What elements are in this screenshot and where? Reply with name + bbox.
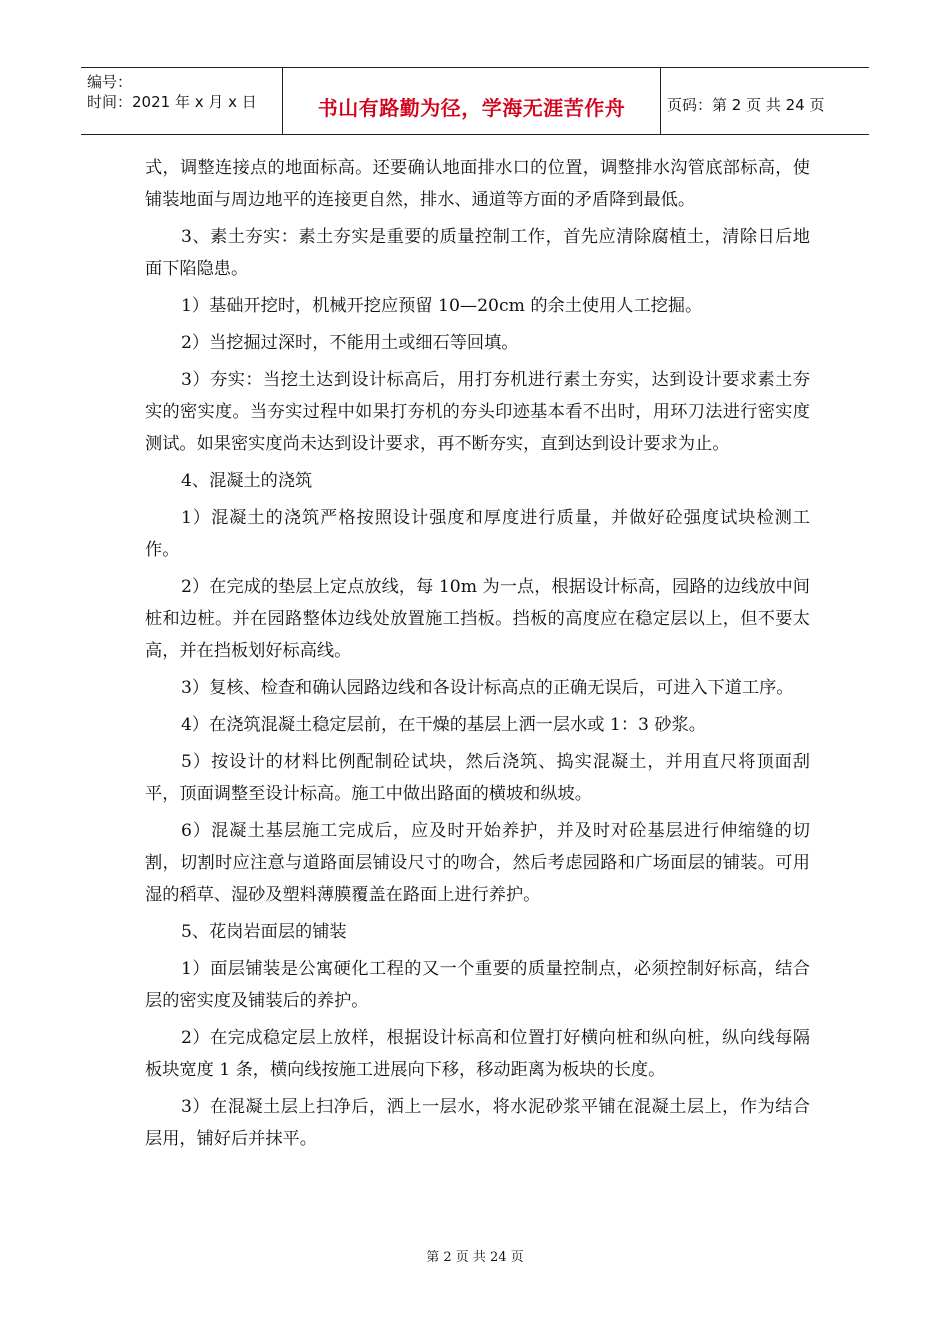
body-paragraph: 1）混凝土的浇筑严格按照设计强度和厚度进行质量，并做好砼强度试块检测工作。 bbox=[145, 508, 810, 560]
body-paragraph: 1）基础开挖时，机械开挖应预留 10—20cm 的余土使用人工挖掘。 bbox=[181, 296, 703, 316]
body-paragraph: 式，调整连接点的地面标高。还要确认地面排水口的位置，调整排水沟管底部标高，使铺装地面与周边地平的连接更自然，排水、通道等方面的矛盾降到最低。 bbox=[145, 158, 810, 210]
page-footer-number: 第 2 页 共 24 页 bbox=[426, 1250, 524, 1265]
body-paragraph: 5、花岗岩面层的铺装 bbox=[181, 922, 347, 942]
body-paragraph: 3）夯实：当挖土达到设计标高后，用打夯机进行素土夯实，达到设计要求素土夯实的密实度。当夯实过程中如果打夯机的夯头印迹基本看不出时，用环刀法进行密实度测试。如果密实度尚未达到设计要求，再不断夯实，直到达到设计要求为止。 bbox=[145, 370, 810, 454]
header-info-cell bbox=[81, 68, 283, 134]
body-paragraph: 3、素土夯实：素土夯实是重要的质量控制工作，首先应清除腐植土，清除日后地面下陷隐患。 bbox=[145, 227, 810, 279]
body-paragraph: 2）当挖掘过深时，不能用土或细石等回填。 bbox=[181, 333, 519, 353]
body-paragraph: 2）在完成的垫层上定点放线，每 10m 为一点，根据设计标高，园路的边线放中间桩和边桩。并在园路整体边线处放置施工挡板。挡板的高度应在稳定层以上，但不要太高，并在挡板划好标高线。 bbox=[145, 577, 810, 661]
document-body bbox=[145, 152, 810, 1160]
body-paragraph: 1）面层铺装是公寓硬化工程的又一个重要的质量控制点，必须控制好标高，结合层的密实度及铺装后的养护。 bbox=[145, 959, 810, 1011]
header-motto: 书山有路勤为径，学海无涯苦作舟 bbox=[317, 95, 626, 120]
body-paragraph: 4）在浇筑混凝土稳定层前，在干燥的基层上洒一层水或 1：3 砂浆。 bbox=[181, 715, 706, 735]
body-paragraph: 2）在完成稳定层上放样，根据设计标高和位置打好横向桩和纵向桩，纵向线每隔板块宽度 1 条，横向线按施工进展向下移，移动距离为板块的长度。 bbox=[145, 1028, 810, 1080]
header-motto-cell bbox=[283, 68, 661, 134]
header-page-info: 页码：第 2 页 共 24 页 bbox=[667, 95, 825, 114]
body-paragraph: 5）按设计的材料比例配制砼试块，然后浇筑、捣实混凝土，并用直尺将顶面刮平，顶面调整至设计标高。施工中做出路面的横坡和纵坡。 bbox=[145, 752, 810, 804]
document-number-label: 编号： bbox=[87, 73, 133, 91]
body-paragraph: 6）混凝土基层施工完成后，应及时开始养护，并及时对砼基层进行伸缩缝的切割，切割时应注意与道路面层铺设尺寸的吻合，然后考虑园路和广场面层的铺装。可用湿的稻草、湿砂及塑料薄膜覆盖在路面上进行养护。 bbox=[145, 821, 810, 905]
header-page-cell bbox=[661, 68, 869, 134]
body-paragraph: 3）复核、检查和确认园路边线和各设计标高点的正确无误后，可进入下道工序。 bbox=[181, 678, 794, 698]
body-paragraph: 3）在混凝土层上扫净后，洒上一层水，将水泥砂浆平铺在混凝土层上，作为结合层用，铺好后并抹平。 bbox=[145, 1097, 810, 1149]
page-header bbox=[81, 67, 869, 135]
body-paragraph: 4、混凝土的浇筑 bbox=[181, 471, 313, 491]
document-date-label: 时间：2021 年 x 月 x 日 bbox=[87, 93, 257, 111]
